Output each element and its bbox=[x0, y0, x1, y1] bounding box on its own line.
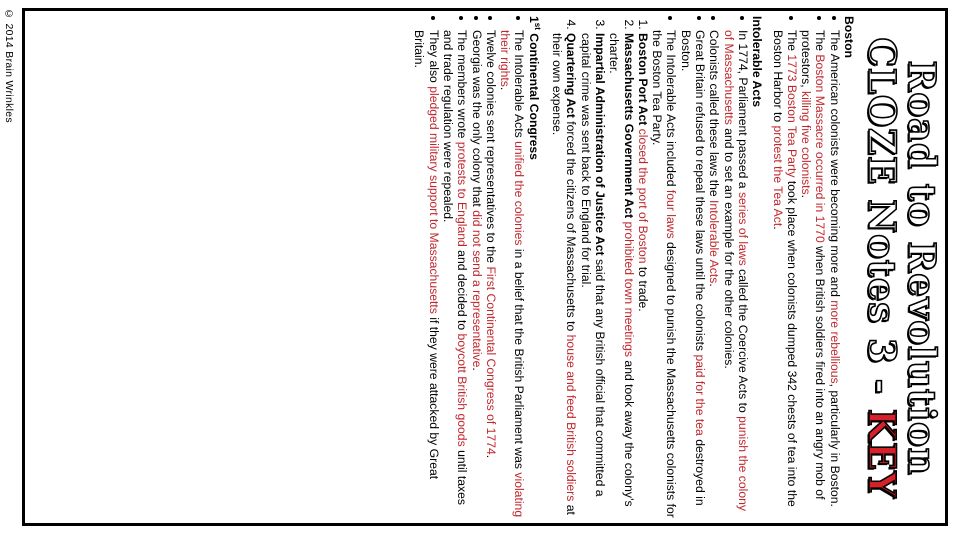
text: Great Britain refused to repeal these laws until the colonists bbox=[693, 30, 708, 355]
text: The bbox=[784, 30, 799, 55]
boston-bullet-2 bbox=[799, 30, 828, 518]
text: 1 bbox=[526, 16, 541, 23]
answer: Boston Massacre occurred in 1770 bbox=[813, 54, 828, 243]
copyright-notice: © 2014 Brain Wrinkles bbox=[3, 8, 15, 123]
title-main: Road to Revolution bbox=[900, 60, 944, 476]
act-item-3 bbox=[578, 33, 607, 518]
text: . bbox=[707, 283, 722, 287]
answer: punish the colony of Massachusetts bbox=[721, 30, 750, 512]
text: In 1774, Parliament passed a bbox=[735, 30, 750, 192]
intolerable-bullet-3 bbox=[678, 30, 707, 518]
answer: 1773 Boston Tea Party bbox=[784, 54, 799, 178]
act-name: Massachusetts Government Act bbox=[621, 33, 636, 219]
title-sub bbox=[862, 12, 902, 524]
text: Georgia was the only colony that bbox=[469, 30, 484, 211]
text: and to set an example for the other colonies. bbox=[721, 124, 736, 369]
answer: boycott British goods bbox=[455, 333, 470, 447]
text: if they were attacked by Great Britain. bbox=[412, 30, 441, 480]
text: Colonists called these laws the bbox=[707, 30, 722, 201]
intolerable-bullet-2 bbox=[707, 30, 721, 518]
text: The members wrote bbox=[455, 30, 470, 142]
heading-continental-congress bbox=[526, 16, 543, 518]
boston-bullet-1 bbox=[827, 30, 841, 518]
answer: First Continental Congress of 1774 bbox=[483, 266, 498, 455]
text: in a belief that the British Parliament was bbox=[512, 245, 527, 473]
text: Twelve colonies sent representatives to the bbox=[483, 30, 498, 267]
text: until taxes and trade regulation were repealed. bbox=[440, 30, 470, 505]
congress-bullet-5 bbox=[412, 30, 441, 518]
rotated-page bbox=[258, 12, 948, 524]
text: Continental Congress bbox=[526, 29, 541, 160]
congress-bullet-1 bbox=[498, 30, 527, 518]
title-block bbox=[856, 12, 948, 524]
text: . bbox=[498, 86, 513, 91]
congress-bullet-2 bbox=[484, 30, 498, 518]
text: The American colonists were becoming more and bbox=[827, 30, 842, 301]
text: when British soldiers fired into an angry mob of protestors, bbox=[799, 30, 828, 500]
act-item-1 bbox=[636, 33, 650, 518]
heading-boston: Boston bbox=[842, 16, 856, 58]
text: and decided to bbox=[455, 246, 470, 334]
text: designed to punish the Massachusetts colonists for the Boston Tea Party. bbox=[650, 30, 679, 518]
text: forced the citizens of Massachusetts to bbox=[564, 117, 579, 335]
title-sub-text: CLOZE Notes 3 - bbox=[860, 37, 904, 395]
answer: did not send a representative bbox=[469, 210, 484, 368]
intolerable-list bbox=[650, 16, 750, 518]
act-item-4 bbox=[550, 33, 579, 518]
text: They also bbox=[426, 30, 441, 87]
answer: Intolerable Acts bbox=[707, 200, 722, 284]
text: said that any British official that committed a capital crime was sent back to England for trial. bbox=[578, 33, 607, 497]
intolerable-bullet-1 bbox=[721, 30, 750, 518]
intolerable-bullet-4 bbox=[650, 30, 679, 518]
answer: closed the port of Boston bbox=[635, 128, 650, 264]
text: called the Coercive Acts to bbox=[735, 265, 750, 417]
act-name: Boston Port Act bbox=[635, 33, 650, 126]
answer: killing five colonists bbox=[799, 90, 814, 195]
acts-list bbox=[550, 16, 650, 518]
answer: protests to England bbox=[455, 141, 470, 247]
answer: prohibited town meetings bbox=[621, 221, 636, 358]
answer: paid for the tea bbox=[693, 354, 708, 436]
congress-bullet-3 bbox=[469, 30, 483, 518]
answer: house and feed British soldiers bbox=[564, 334, 579, 502]
text: . bbox=[799, 194, 814, 198]
superscript: st bbox=[532, 22, 542, 30]
text: The bbox=[813, 30, 828, 55]
act-name: Quartering Act bbox=[564, 33, 579, 118]
boston-bullet-3 bbox=[770, 30, 799, 518]
answer: more rebellious bbox=[827, 300, 842, 384]
answer: unified the colonies bbox=[512, 141, 527, 246]
answer: violating their rights bbox=[498, 30, 527, 518]
act-name: Impartial Administration of Justice Act bbox=[592, 33, 607, 256]
heading-intolerable-acts: Intolerable Acts bbox=[750, 16, 765, 107]
answer: pledged military support to Massachusetts bbox=[426, 86, 441, 314]
text: took place when colonists dumped 342 chests of tea into the Boston Harbor to bbox=[770, 30, 799, 507]
answer: series of laws bbox=[735, 191, 750, 266]
answer: four laws bbox=[664, 189, 679, 239]
congress-list bbox=[412, 16, 526, 518]
congress-bullet-4 bbox=[441, 30, 470, 518]
text: . bbox=[770, 226, 785, 230]
text: destroyed in Boston. bbox=[678, 30, 708, 506]
answer: protest the Tea Act bbox=[770, 125, 785, 227]
text: at their own expense. bbox=[550, 33, 579, 515]
text: . bbox=[469, 367, 484, 371]
text: , particularly in Boston. bbox=[827, 383, 842, 507]
title-key: KEY bbox=[860, 408, 904, 499]
text: . bbox=[483, 454, 498, 459]
text: The Intolerable Acts included bbox=[664, 30, 679, 190]
text: and took away the colony’s charter. bbox=[607, 33, 636, 507]
text: to trade. bbox=[635, 263, 650, 312]
act-item-2 bbox=[607, 33, 636, 518]
notes-content bbox=[412, 12, 856, 524]
boston-list bbox=[770, 16, 841, 518]
text: The Intolerable Acts bbox=[512, 30, 527, 142]
